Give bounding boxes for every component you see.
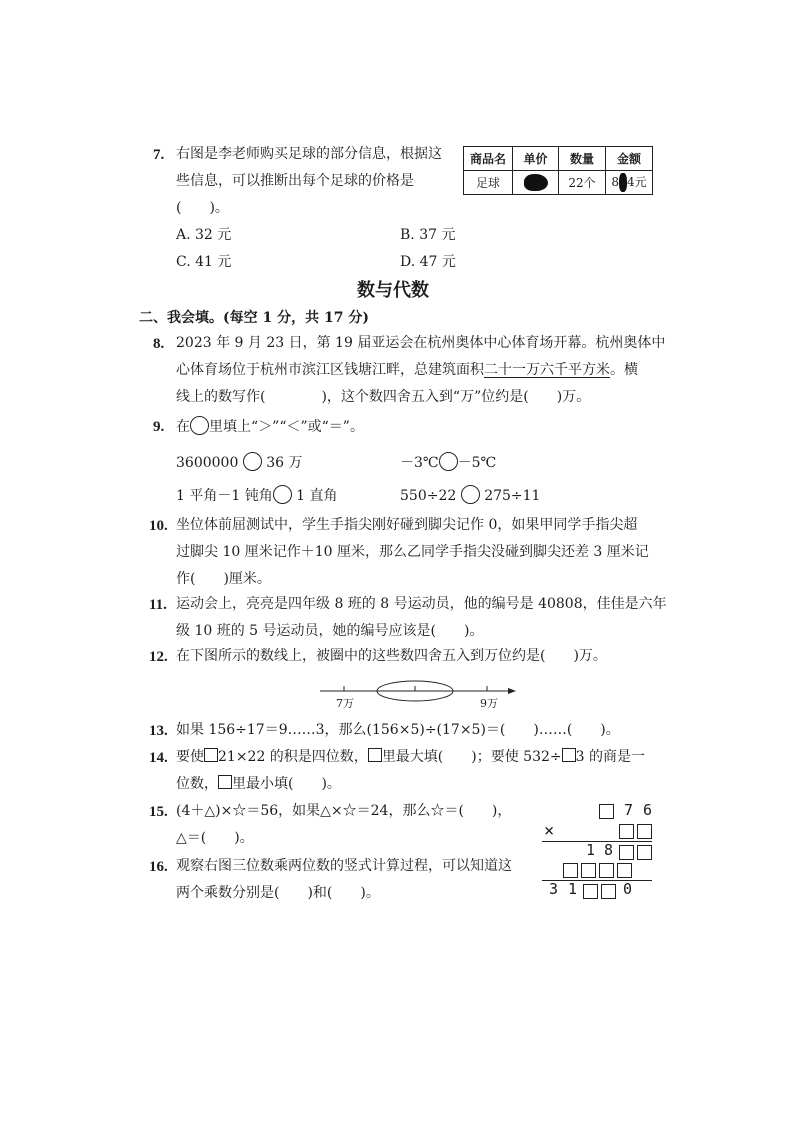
option-c: C. 41 元	[176, 254, 232, 270]
compare-item-2	[400, 452, 496, 472]
cell-product-name: 足球	[464, 171, 513, 195]
q14-b: 21×22 的积是四位数，	[218, 749, 368, 765]
question-14-text-line2	[176, 774, 341, 794]
compare-item-4	[400, 485, 540, 504]
amount-prefix: 8	[611, 175, 619, 189]
question-16-text-line1: 观察右图三位数乘两位数的竖式计算过程，可以知道这	[176, 858, 512, 874]
question-7-number: 7.	[153, 147, 165, 163]
digit-6: 6	[643, 801, 653, 819]
price-table	[463, 146, 653, 195]
times-sign: ×	[544, 821, 555, 841]
compare-item-3-left: 1 平角－1 钝角	[176, 488, 273, 504]
blank-square-icon	[368, 748, 382, 762]
divider-line	[542, 841, 652, 842]
question-8-text-line2	[176, 360, 638, 380]
option-d: D. 47 元	[400, 254, 456, 270]
digit-box[interactable]	[637, 824, 652, 839]
question-13-number: 13.	[149, 723, 168, 739]
answer-circle[interactable]	[243, 452, 262, 471]
question-9-number: 9.	[153, 419, 165, 435]
digit-box[interactable]	[619, 845, 634, 860]
digit-box[interactable]	[599, 863, 614, 878]
arrow-head-icon	[508, 688, 516, 694]
question-12-number: 12.	[149, 649, 168, 665]
digit-3: 3	[549, 880, 559, 898]
digit-box[interactable]	[637, 845, 652, 860]
compare-item-1-left: 3600000	[176, 455, 239, 471]
q14-e: 位数，	[176, 776, 218, 792]
question-8-text-line1: 2023 年 9 月 23 日，第 19 届亚运会在杭州奥体中心体育场开幕。杭州奥体中	[176, 335, 666, 351]
compare-item-1	[176, 452, 303, 472]
question-10-text-line1: 坐位体前屈测试中，学生手指尖刚好碰到脚尖记作 0，如果甲同学手指尖超	[176, 517, 638, 533]
cell-amount	[606, 171, 653, 195]
price-table-row	[464, 171, 653, 195]
q14-a: 要使	[176, 749, 204, 765]
q8-underlined-number: 二十一万六千平方米	[484, 362, 610, 378]
compare-item-2-left: －3℃	[400, 455, 439, 471]
answer-circle[interactable]	[461, 485, 480, 504]
cell-unit-price-obscured	[513, 171, 559, 195]
divider-line	[542, 880, 652, 881]
digit-8: 8	[604, 841, 614, 859]
question-11-text-line1: 运动会上，亮亮是四年级 8 班的 8 号运动员，他的编号是 40808，佳佳是六年	[176, 596, 667, 612]
question-15-text-line2: △＝( )。	[176, 830, 254, 846]
question-16-text-line2: 两个乘数分别是( )和( )。	[176, 885, 380, 901]
question-8-text-line3: 线上的数写作( )，这个数四舍五入到“万”位约是( )万。	[176, 389, 591, 405]
digit-0: 0	[623, 880, 633, 898]
question-12-text: 在下图所示的数线上，被圈中的这些数四舍五入到万位约是( )万。	[176, 648, 607, 664]
compare-circle-icon	[190, 416, 209, 435]
digit-box[interactable]	[617, 863, 632, 878]
digit-1: 1	[586, 841, 596, 859]
answer-circle[interactable]	[273, 485, 292, 504]
vertical-multiplication	[528, 800, 658, 900]
blank-square[interactable]	[204, 748, 218, 762]
question-8-number: 8.	[153, 336, 165, 352]
question-9-text	[176, 416, 364, 437]
question-10-number: 10.	[149, 518, 168, 534]
digit-box[interactable]	[601, 884, 616, 899]
part-heading: 二、我会填。(每空 1 分，共 17 分)	[139, 310, 369, 326]
amount-suffix: 4元	[627, 175, 647, 189]
digit-box[interactable]	[583, 884, 598, 899]
digit-box[interactable]	[599, 804, 614, 819]
header-amount: 金额	[606, 147, 653, 171]
q14-f: 里最小填( )。	[232, 776, 341, 792]
question-7-text-line2: 些信息，可以推断出每个足球的价格是	[176, 173, 414, 189]
question-11-number: 11.	[149, 597, 167, 613]
q8-line2-pre: 心体育场位于杭州市滨江区钱塘江畔，总建筑面积	[176, 362, 484, 378]
digit-1: 1	[568, 880, 578, 898]
blank-square[interactable]	[562, 748, 576, 762]
header-product-name: 商品名	[464, 147, 513, 171]
compare-item-3-right: 1 直角	[296, 488, 338, 504]
question-13-text: 如果 156÷17＝9……3，那么(156×5)÷(17×5)＝( )……( )。	[176, 722, 620, 738]
compare-item-1-right: 36 万	[266, 455, 303, 471]
blank-square-icon	[218, 775, 232, 789]
question-14-number: 14.	[149, 750, 168, 766]
option-b: B. 37 元	[400, 227, 456, 243]
number-line-label-left: 7万	[336, 697, 354, 710]
digit-box[interactable]	[619, 824, 634, 839]
price-table-header-row	[464, 147, 653, 171]
ink-blot	[524, 174, 548, 191]
q9-post: 里填上“＞”“＜”或“＝”。	[209, 419, 364, 435]
question-16-number: 16.	[149, 859, 168, 875]
question-7-text-line3: ( )。	[176, 200, 229, 216]
header-quantity: 数量	[559, 147, 606, 171]
digit-7: 7	[624, 801, 634, 819]
q14-d: 3 的商是一	[575, 749, 645, 765]
compare-item-2-right: －5℃	[457, 455, 497, 471]
q14-c: 里最大填( )；要使 532÷	[381, 749, 562, 765]
answer-circle[interactable]	[439, 452, 458, 471]
question-15-number: 15.	[149, 804, 168, 820]
question-10-text-line2: 过脚尖 10 厘米记作＋10 厘米，那么乙同学手指尖没碰到脚尖还差 3 厘米记	[176, 544, 649, 560]
digit-box[interactable]	[581, 863, 596, 878]
ink-blot	[619, 173, 627, 192]
question-10-text-line3: 作( )厘米。	[176, 571, 271, 587]
question-14-text-line1	[176, 747, 645, 767]
q8-line2-post: 。横	[610, 362, 638, 378]
q9-pre: 在	[176, 419, 190, 435]
compare-item-4-right: 275÷11	[484, 488, 541, 504]
compare-item-4-left: 550÷22	[400, 488, 457, 504]
compare-item-3	[176, 485, 338, 505]
digit-box[interactable]	[563, 863, 578, 878]
cell-quantity: 22个	[559, 171, 606, 195]
question-15-text-line1: (4＋△)×☆＝56，如果△×☆＝24，那么☆＝( )，	[176, 803, 512, 819]
question-11-text-line2: 级 10 班的 5 号运动员，她的编号应该是( )。	[176, 623, 484, 639]
number-line-label-right: 9万	[480, 697, 498, 710]
header-unit-price: 单价	[513, 147, 559, 171]
section-title: 数与代数	[357, 280, 429, 301]
question-7-text-line1: 右图是李老师购买足球的部分信息，根据这	[176, 146, 442, 162]
option-a: A. 32 元	[176, 227, 232, 243]
